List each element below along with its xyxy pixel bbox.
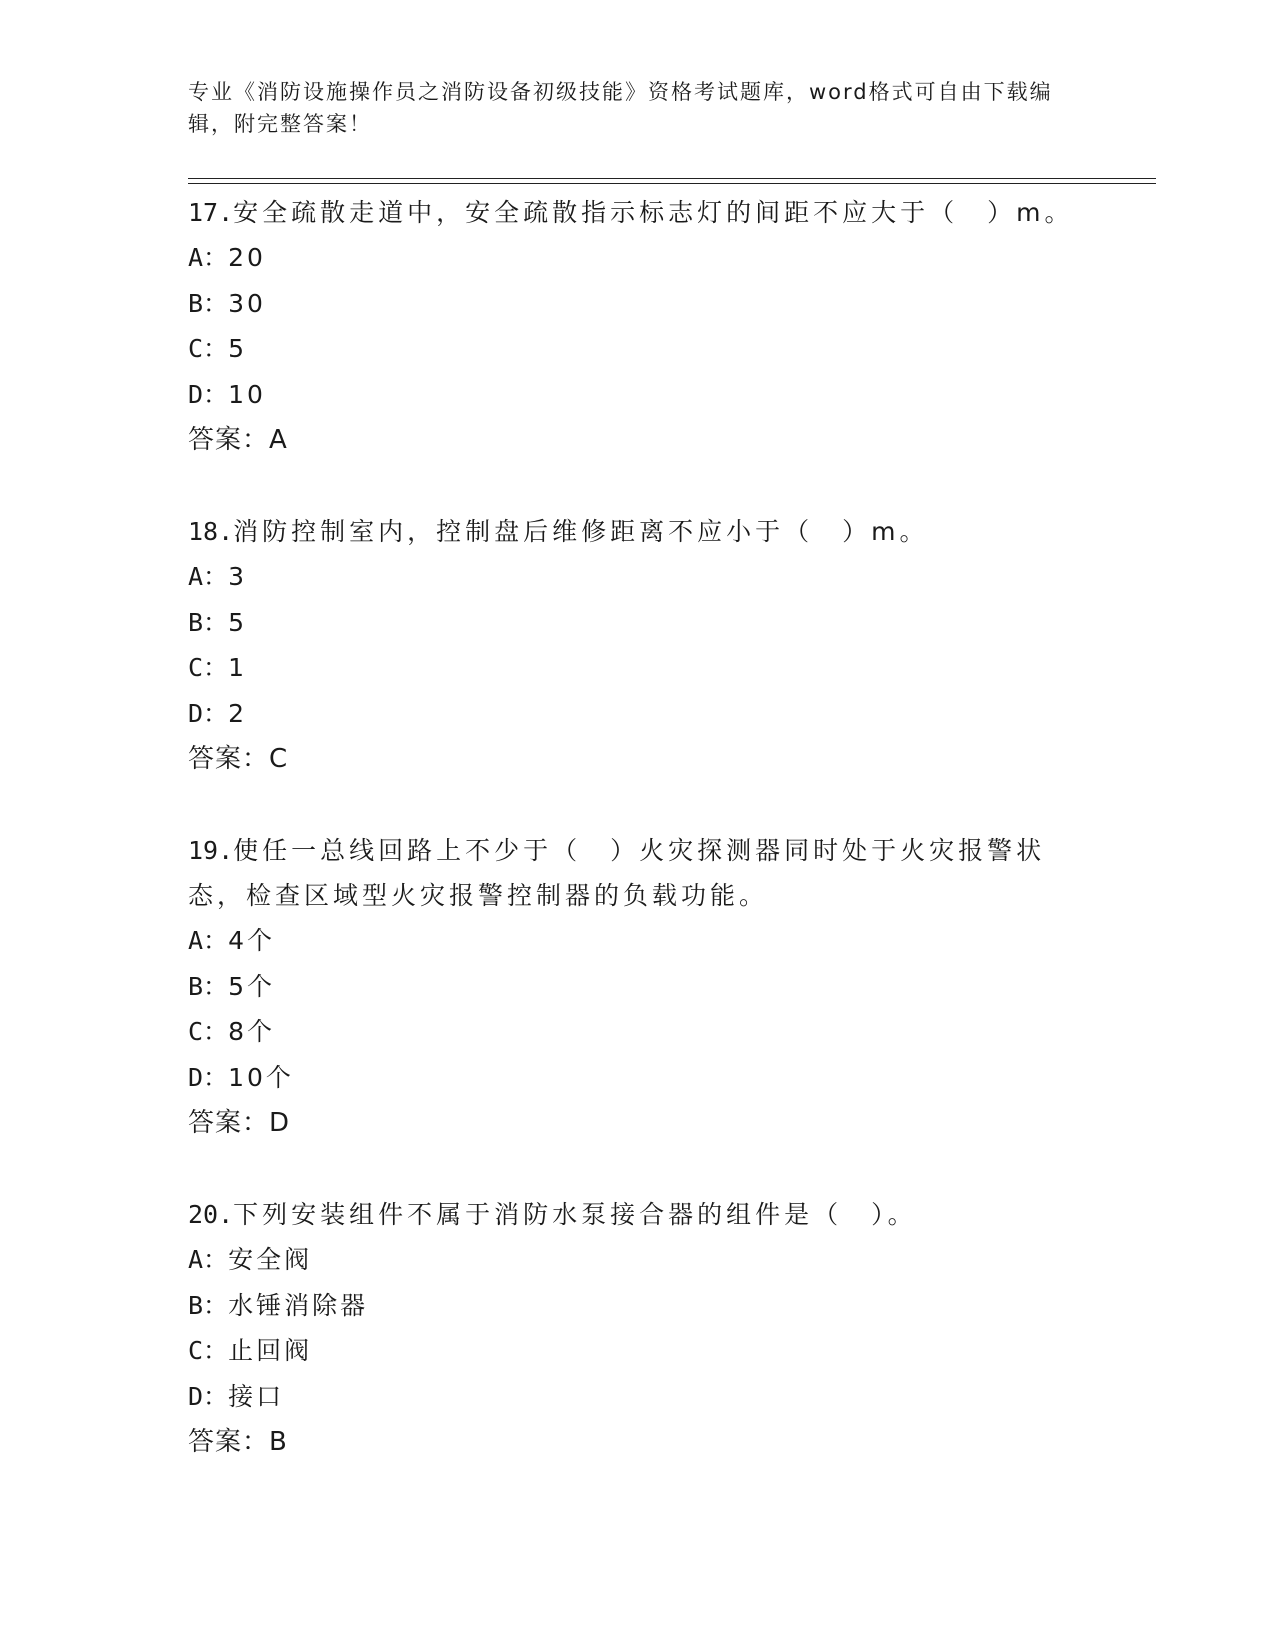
option-value: 8个 <box>228 1017 275 1046</box>
option-a <box>188 235 1088 281</box>
option-key: A： <box>188 562 229 591</box>
header-rule-bottom <box>188 183 1156 184</box>
answer-label: 答案： <box>188 1427 270 1457</box>
option-list <box>188 235 1088 417</box>
question-stem: 消防控制室内，控制盘后维修距离不应小于（ ）m。 <box>233 517 929 546</box>
option-key: D： <box>188 1062 229 1092</box>
option-key: B： <box>188 1290 229 1320</box>
question-20 <box>188 1192 1088 1465</box>
answer-value: A <box>269 425 288 455</box>
answer-value: C <box>269 744 289 774</box>
option-value: 5 <box>228 607 247 637</box>
option-d <box>188 1374 1088 1420</box>
option-key: C： <box>188 1017 229 1046</box>
option-list <box>188 554 1088 736</box>
header-rule-top <box>188 178 1156 179</box>
question-text <box>188 828 1088 918</box>
question-number: 18. <box>188 517 234 546</box>
option-c <box>188 1328 1088 1374</box>
option-key: D： <box>188 379 229 409</box>
answer-label: 答案： <box>188 744 270 774</box>
question-stem: 下列安装组件不属于消防水泵接合器的组件是（ ）。 <box>233 1200 917 1229</box>
option-a <box>188 918 1088 964</box>
question-stem: 安全疏散走道中，安全疏散指示标志灯的间距不应大于（ ）m。 <box>233 198 1074 227</box>
option-value: 1 <box>228 653 247 682</box>
option-value: 水锤消除器 <box>228 1290 369 1320</box>
answer-line <box>188 417 1088 463</box>
question-text <box>188 509 1088 554</box>
option-d <box>188 1055 1088 1101</box>
option-b <box>188 600 1088 646</box>
option-key: B： <box>188 607 229 637</box>
option-a <box>188 554 1088 600</box>
option-value: 安全阀 <box>228 1245 313 1274</box>
option-key: D： <box>188 698 229 728</box>
option-d <box>188 372 1088 418</box>
option-value: 20 <box>228 243 266 272</box>
option-key: D： <box>188 1381 229 1411</box>
option-key: A： <box>188 1245 229 1274</box>
option-key: B： <box>188 288 229 318</box>
option-value: 10个 <box>228 1062 294 1092</box>
question-text <box>188 1192 1088 1237</box>
question-18 <box>188 509 1088 782</box>
option-c <box>188 1009 1088 1055</box>
option-c <box>188 326 1088 372</box>
question-list <box>188 190 1088 1511</box>
option-b <box>188 964 1088 1010</box>
option-value: 5个 <box>228 971 275 1001</box>
option-value: 2 <box>228 698 247 728</box>
option-value: 接口 <box>228 1381 285 1411</box>
option-key: A： <box>188 243 229 272</box>
option-value: 4个 <box>228 926 275 955</box>
option-value: 30 <box>228 288 266 318</box>
option-value: 10 <box>228 379 266 409</box>
option-value: 5 <box>228 334 247 363</box>
question-text <box>188 190 1088 235</box>
question-number: 20. <box>188 1200 234 1229</box>
answer-line <box>188 736 1088 782</box>
page-header: 专业《消防设施操作员之消防设备初级技能》资格考试题库，word格式可自由下载编辑，附完整答案！ <box>188 80 1053 136</box>
option-key: A： <box>188 926 229 955</box>
question-19 <box>188 828 1088 1146</box>
option-list <box>188 918 1088 1100</box>
question-17 <box>188 190 1088 463</box>
option-value: 止回阀 <box>228 1336 313 1365</box>
answer-value: B <box>269 1427 288 1457</box>
option-b <box>188 1283 1088 1329</box>
option-b <box>188 281 1088 327</box>
answer-label: 答案： <box>188 1108 270 1138</box>
option-d <box>188 691 1088 737</box>
answer-value: D <box>269 1108 291 1138</box>
option-key: C： <box>188 334 229 363</box>
question-number: 17. <box>188 198 234 227</box>
option-key: C： <box>188 1336 229 1365</box>
option-c <box>188 645 1088 691</box>
question-stem: 使任一总线回路上不少于（ ）火灾探测器同时处于火灾报警状态，检查区域型火灾报警控制器的负载功能。 <box>188 836 1046 910</box>
answer-line <box>188 1419 1088 1465</box>
option-key: C： <box>188 653 229 682</box>
question-number: 19. <box>188 836 234 865</box>
answer-line <box>188 1100 1088 1146</box>
option-a <box>188 1237 1088 1283</box>
option-key: B： <box>188 971 229 1001</box>
answer-label: 答案： <box>188 425 270 455</box>
option-list <box>188 1237 1088 1419</box>
option-value: 3 <box>228 562 247 591</box>
